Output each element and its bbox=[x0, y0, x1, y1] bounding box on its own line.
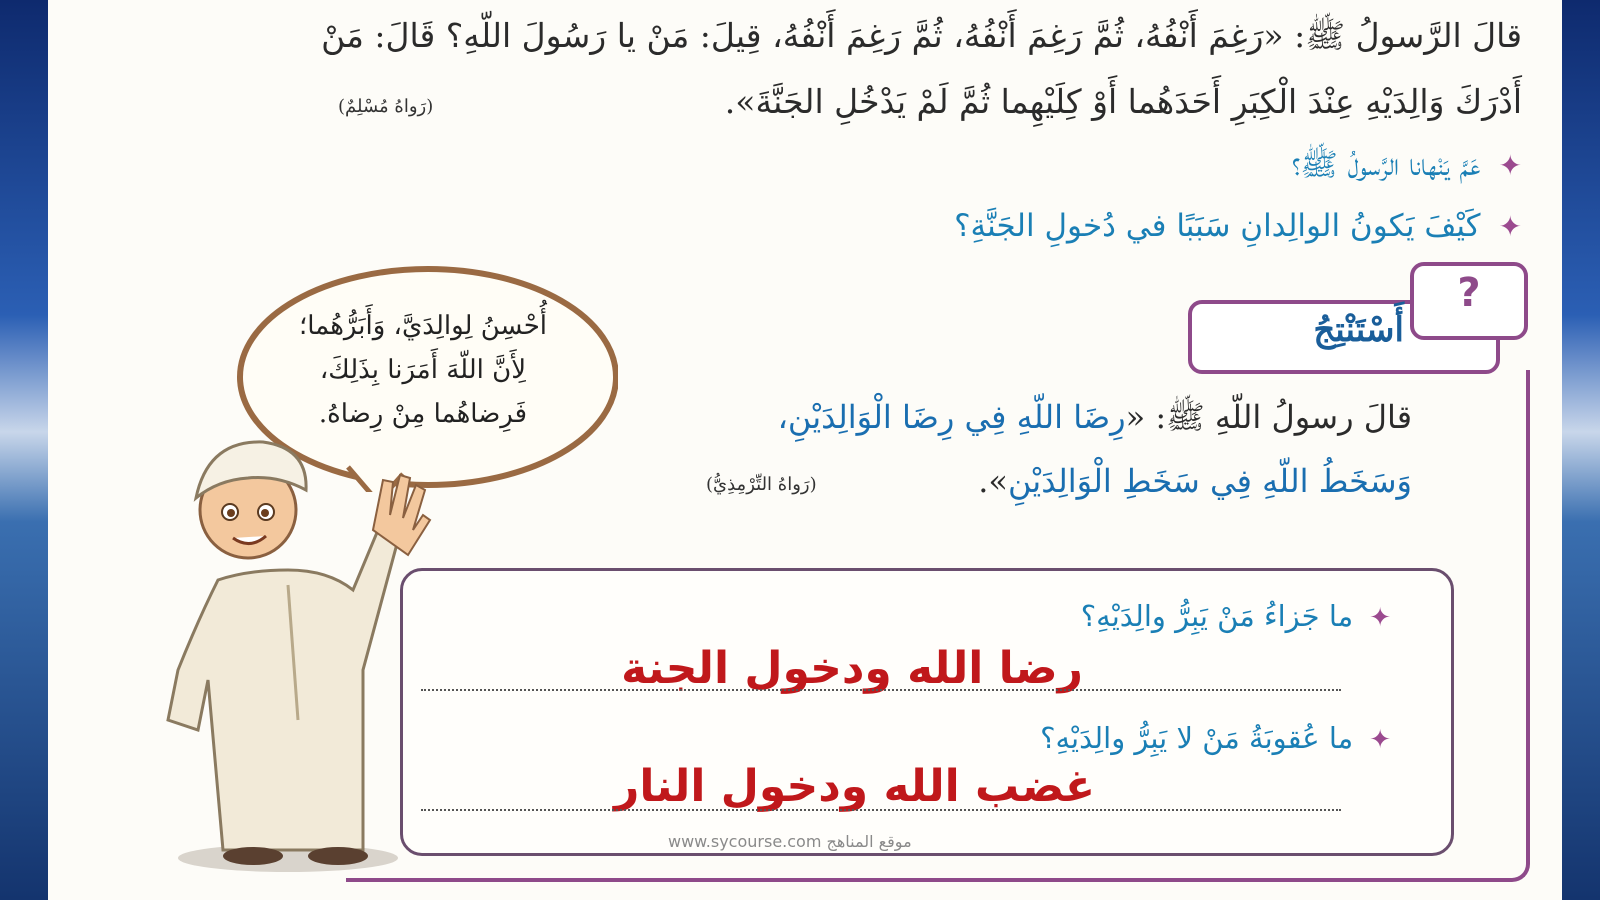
hadith-one-narrator: (رَواهُ مُسْلِمٌ) bbox=[338, 96, 434, 117]
hadith-two-prefix: قالَ رسولُ اللّهِ ﷺ: « bbox=[1125, 398, 1412, 436]
answer-2: غضب الله ودخول النار bbox=[613, 761, 1095, 812]
background-left-strip bbox=[0, 0, 48, 900]
hadith-one-line2 bbox=[725, 82, 1522, 121]
question-2-text: كَيْفَ يَكونُ الوالِدانِ سَبَبًا في دُخولِ الجَنَّةِ؟ bbox=[954, 208, 1481, 244]
hadith-two-line1 bbox=[778, 398, 1412, 444]
star-bullet-icon: ✦ bbox=[1369, 603, 1391, 633]
hadith-two-line2 bbox=[978, 462, 1412, 500]
answer-line-2 bbox=[421, 809, 1341, 811]
watermark: موقع المناهج www.sycourse.com bbox=[668, 832, 912, 851]
answer-question-1 bbox=[1081, 599, 1391, 633]
answer-line-1 bbox=[421, 689, 1341, 691]
star-bullet-icon: ✦ bbox=[1498, 210, 1522, 243]
answer-1: رضا الله ودخول الجنة bbox=[621, 643, 1083, 694]
star-bullet-icon: ✦ bbox=[1498, 149, 1522, 182]
star-bullet-icon: ✦ bbox=[1369, 725, 1391, 755]
hadith-two-quote1: رِضَا اللّهِ فِي رِضَا الْوَالِدَيْنِ، bbox=[777, 398, 1126, 436]
answer-question-2-text: ما عُقوبَةُ مَنْ لا يَبِرُّ والِدَيْهِ؟ bbox=[1040, 721, 1354, 755]
speech-line-3: فَرِضاهُما مِنْ رِضاهُ. bbox=[318, 399, 528, 429]
hadith-two-quote2: وَسَخَطُ اللّهِ فِي سَخَطِ الْوَالِدَيْنِ bbox=[1007, 462, 1412, 500]
answer-question-2 bbox=[1040, 721, 1391, 755]
speech-line-2: لِأَنَّ اللّهَ أَمَرَنا بِذَلِكَ، bbox=[319, 355, 527, 385]
hadith-one-line1: قالَ الرَّسولُ ﷺ: «رَغِمَ أَنْفُهُ، ثُمَّ رَغِمَ أَنْفُهُ، ثُمَّ رَغِمَ أَنْفُهُ، قِيلَ: مَنْ يا رَسُولَ اللّهِ؟ قَالَ: مَنْ bbox=[321, 16, 1522, 55]
question-2 bbox=[954, 208, 1522, 244]
hadith-two-suffix: ». bbox=[978, 462, 1008, 500]
worksheet-page bbox=[48, 0, 1562, 900]
question-mark-glyph: ? bbox=[1457, 270, 1481, 316]
background-right-strip bbox=[1562, 0, 1600, 900]
answers-box bbox=[400, 568, 1454, 856]
answer-question-1-text: ما جَزاءُ مَنْ يَبِرُّ والِدَيْهِ؟ bbox=[1080, 599, 1354, 633]
deduce-title: أَسْتَنْتِجُ bbox=[1313, 310, 1404, 350]
speech-bubble-text bbox=[228, 304, 618, 436]
question-1 bbox=[1292, 146, 1522, 191]
hadith-one-line2-text: أَدْرَكَ وَالِدَيْهِ عِنْدَ الْكِبَرِ أَحَدَهُما أَوْ كِلَيْهِما ثُمَّ لَمْ يَدْخُلِ الجَنَّةَ». bbox=[724, 82, 1522, 121]
question-1-text: عَمَّ يَنْهانا الرَّسولُ ﷺ؟ bbox=[1291, 147, 1481, 183]
question-mark-icon bbox=[1410, 262, 1528, 340]
speech-line-1: أُحْسِنُ لِوالِدَيَّ، وَأَبَرُّهُما؛ bbox=[299, 311, 547, 341]
hadith-two-narrator: (رَواهُ التِّرْمِذِيُّ) bbox=[706, 474, 817, 495]
boy-illustration bbox=[138, 420, 438, 880]
